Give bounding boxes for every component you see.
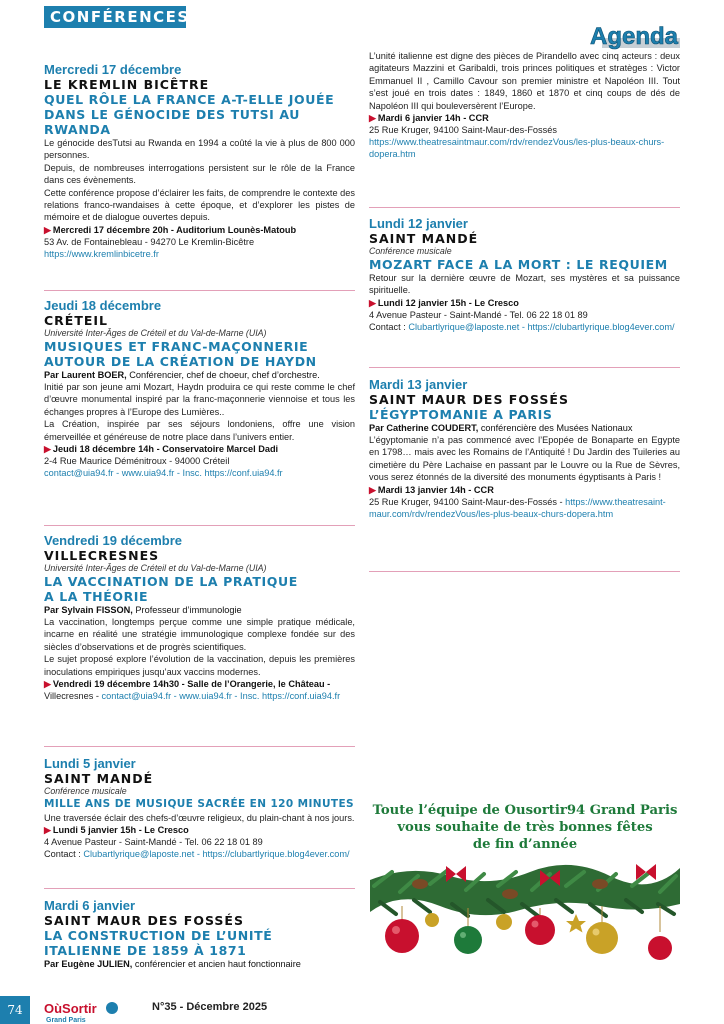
arrow-right-icon: ▶ [369, 297, 376, 308]
event-place: SAINT MAUR DES FOSSÉS [369, 392, 569, 407]
event-address: Villecresnes - contact@uia94.fr - www.uia94.fr - Insc. https://conf.uia94.fr [44, 691, 341, 702]
issue-label: N°35 - Décembre 2025 [152, 1001, 268, 1013]
event-address: 4 Avenue Pasteur - Saint-Mandé - Tel. 06 22 18 01 89 [369, 309, 588, 320]
event-date: Mardi 6 janvier [44, 898, 136, 913]
event-saint-maur-jan6-cont [369, 50, 680, 160]
event-contact: Contact : Clubartlyrique@laposte.net - https://clubartlyrique.blog4ever.com/ [44, 849, 350, 860]
separator [369, 571, 680, 572]
agenda-logo [584, 16, 684, 52]
event-date: Mardi 13 janvier [369, 377, 468, 392]
event-description: Retour sur la dernière œuvre de Mozart, ses mystères et sa puissance spirituelle. [369, 273, 680, 296]
event-title-line: QUEL RÔLE LA FRANCE A-T-ELLE JOUÉE [44, 92, 335, 107]
arrow-right-icon: ▶ [369, 484, 376, 495]
event-link[interactable]: https://www.theatresaintmaur.com/rdv/rendezVous/les-plus-beaux-churs-dopera.htm [369, 137, 665, 160]
event-date: Lundi 12 janvier [369, 216, 468, 231]
event-date: Jeudi 18 décembre [44, 298, 162, 313]
event-saint-mande-jan12 [369, 216, 680, 333]
event-description: Cette conférence propose d’éclairer les faits, de comprendre le contexte des relations franco-rwandaises à cette époque, et d’explorer les pistes de mémoire et de dialogue ouvertes depuis. [44, 187, 355, 223]
event-description: Le sujet proposé explore l’évolution de la vaccination, depuis les premières inoculations empiriques jusqu’aux vaccins modernes. [44, 654, 355, 677]
event-title-line: MOZART FACE A LA MORT : LE REQUIEM [369, 257, 668, 272]
event-place: VILLECRESNES [44, 548, 160, 563]
event-when: ▶ Lundi 12 janvier 15h - Le Cresco [369, 297, 519, 308]
event-organizer: Université Inter-Âges de Créteil et du Val-de-Marne (UIA) [44, 328, 267, 338]
arrow-right-icon: ▶ [44, 224, 51, 235]
event-organizer: Conférence musicale [44, 786, 127, 796]
greeting-text: Toute l’équipe de Ousortir94 Grand Paris vous souhaite de très bonnes fêtes de fin d’année [372, 803, 678, 852]
event-saint-maur-jan13 [369, 377, 680, 520]
arrow-right-icon: ▶ [369, 113, 376, 124]
event-place: CRÉTEIL [44, 313, 109, 328]
event-title-line: LA VACCINATION DE LA PRATIQUE [44, 574, 298, 589]
event-speaker: Par Eugène JULIEN, conférencier et ancien haut fonctionnaire [44, 959, 301, 969]
event-speaker: Par Catherine COUDERT, conférencière des Musées Nationaux [369, 423, 633, 433]
event-title-line: MUSIQUES ET FRANC-MAÇONNERIE [44, 339, 309, 354]
event-when: ▶ Jeudi 18 décembre 14h - Conservatoire Marcel Dadi [44, 444, 279, 455]
event-link[interactable]: https://www.theatresaint-maur.com/rdv/rendezVous/les-plus-beaux-churs-dopera.htm [369, 496, 666, 519]
event-link[interactable]: contact@uia94.fr - www.uia94.fr - Insc. https://conf.uia94.fr [44, 468, 283, 479]
event-title-line: L’ÉGYPTOMANIE A PARIS [369, 407, 553, 422]
event-description: Une traversée éclair des chefs-d’œuvre religieux, du plain-chant à nos jours. [44, 813, 355, 823]
ousortir-logo [42, 998, 120, 1024]
holiday-greeting [370, 802, 680, 974]
event-organizer: Université Inter-Âges de Créteil et du Val-de-Marne (UIA) [44, 563, 267, 573]
agenda-label: Agenda [590, 23, 679, 50]
event-speaker: Par Sylvain FISSON, Professeur d’immunologie [44, 605, 242, 615]
event-creteil [44, 298, 355, 479]
event-place: SAINT MANDÉ [44, 771, 154, 786]
arrow-right-icon: ▶ [44, 825, 51, 836]
event-when: ▶ Mardi 6 janvier 14h - CCR [369, 113, 489, 124]
event-description: L’égyptomanie n’a pas commencé avec l’Epopée de Bonaparte en Egypte en 1798… mais avec les Romains de l’Antiquité ! Du Jardin des Tuileries au cimetière du Père Lachaise en passant par le Louvre ou la Rue de Sèvres, vous serez étonnés de la diversité des monuments égyptisants à Paris ! [369, 435, 680, 483]
event-link[interactable]: contact@uia94.fr - www.uia94.fr - Insc. https://conf.uia94.fr [101, 691, 341, 702]
event-date: Mercredi 17 décembre [44, 62, 182, 77]
event-date: Lundi 5 janvier [44, 756, 136, 771]
event-saint-maur-jan6 [44, 898, 355, 970]
event-when: ▶ Lundi 5 janvier 15h - Le Cresco [44, 825, 189, 836]
event-description: L’unité italienne est digne des pièces de Pirandello avec cinq acteurs : deux agitateurs Mazzini et Garibaldi, trois princes politiques et stratèges : Victor Emmanuel II , Camillo Cavour son premier ministre et Napoléon III. Tout s’est joué en trois dates : 1849, 1860 et 1870 et cinq coups de dés de Napoléon III qui bouleversèrent l’Europe. [369, 51, 680, 111]
event-place: LE KREMLIN BICÊTRE [44, 77, 210, 92]
event-place: SAINT MAUR DES FOSSÉS [44, 913, 244, 928]
event-place: SAINT MANDÉ [369, 231, 479, 246]
event-description: Le génocide desTutsi au Rwanda en 1994 a coûté la vie à plus de 800 000 personnes. [44, 138, 355, 161]
event-link[interactable]: Clubartlyrique@laposte.net - https://clubartlyrique.blog4ever.com/ [83, 849, 350, 860]
separator [44, 290, 355, 291]
event-saint-mande-jan5 [44, 756, 355, 860]
event-villecresnes [44, 533, 355, 702]
separator [44, 525, 355, 526]
event-title-line: DANS LE GÉNOCIDE DES TUTSI AU RWANDA [44, 107, 301, 137]
event-description: La vaccination, longtemps perçue comme une simple pratique médicale, incarne en réalité une stratégie immunologique complexe fondée sur des siècles d’observations et de progrès scientifiques. [44, 617, 355, 652]
garland-illustration [370, 802, 680, 974]
event-title-line: MILLE ANS DE MUSIQUE SACRÉE EN 120 MINUTES [44, 798, 354, 810]
event-address: 25 Rue Kruger, 94100 Saint-Maur-des-Fossés [369, 125, 557, 136]
separator [44, 888, 355, 889]
event-contact: Contact : Clubartlyrique@laposte.net - https://clubartlyrique.blog4ever.com/ [369, 321, 675, 332]
event-address: 25 Rue Kruger, 94100 Saint-Maur-des-Fossés - https://www.theatresaint-maur.com/rdv/rendezVous/les-plus-beaux-churs-dopera.htm [369, 496, 666, 519]
event-title-line: A LA THÉORIE [44, 589, 149, 604]
event-date: Vendredi 19 décembre [44, 533, 183, 548]
arrow-right-icon: ▶ [44, 679, 51, 690]
event-when: ▶ Mardi 13 janvier 14h - CCR [369, 484, 494, 495]
event-link[interactable]: https://www.kremlinbicetre.fr [44, 248, 159, 259]
separator [369, 207, 680, 208]
event-when: ▶ Mercredi 17 décembre 20h - Auditorium Lounès-Matoub [44, 224, 297, 235]
logo-text-bottom: Grand Paris [46, 1017, 86, 1024]
event-description: Initié par son jeune ami Mozart, Haydn produira ce qui reste comme le chef d’œuvre monumental inspiré par la franc-maçonnerie viennoise et tous les échanges propres à l’Europe des Lumières.. [44, 382, 355, 417]
event-when: ▶ Vendredi 19 décembre 14h30 - Salle de l’Orangerie, le Château - [44, 679, 331, 690]
event-speaker: Par Laurent BOER, Conférencier, chef de choeur, chef d’orchestre. [44, 370, 320, 380]
event-description: La Création, inspirée par ses séjours londoniens, offre une vision émerveillée et généreuse de notre place dans l’univers entier. [44, 419, 355, 442]
event-title-line: ITALIENNE DE 1859 À 1871 [44, 943, 247, 958]
event-address: 4 Avenue Pasteur - Saint-Mandé - Tel. 06 22 18 01 89 [44, 837, 263, 848]
event-kremlin [44, 62, 355, 260]
event-title-line: AUTOUR DE LA CRÉATION DE HAYDN [44, 354, 317, 369]
event-address: 53 Av. de Fontainebleau - 94270 Le Kremlin-Bicêtre [44, 236, 255, 247]
section-label: CONFÉRENCES [44, 6, 186, 28]
arrow-right-icon: ▶ [44, 444, 51, 455]
separator [369, 367, 680, 368]
event-title-line: LA CONSTRUCTION DE L’UNITÉ [44, 928, 273, 943]
event-address: 2-4 Rue Maurice Déménitroux - 94000 Créteil [44, 456, 230, 467]
page-number: 74 [0, 996, 30, 1024]
event-organizer: Conférence musicale [369, 246, 452, 256]
event-description: Depuis, de nombreuses interrogations persistent sur le rôle de la France dans ces évènements. [44, 162, 355, 186]
logo-text-top: OùSortir [44, 1001, 97, 1016]
separator [44, 746, 355, 747]
event-link[interactable]: Clubartlyrique@laposte.net - https://clubartlyrique.blog4ever.com/ [408, 321, 675, 332]
